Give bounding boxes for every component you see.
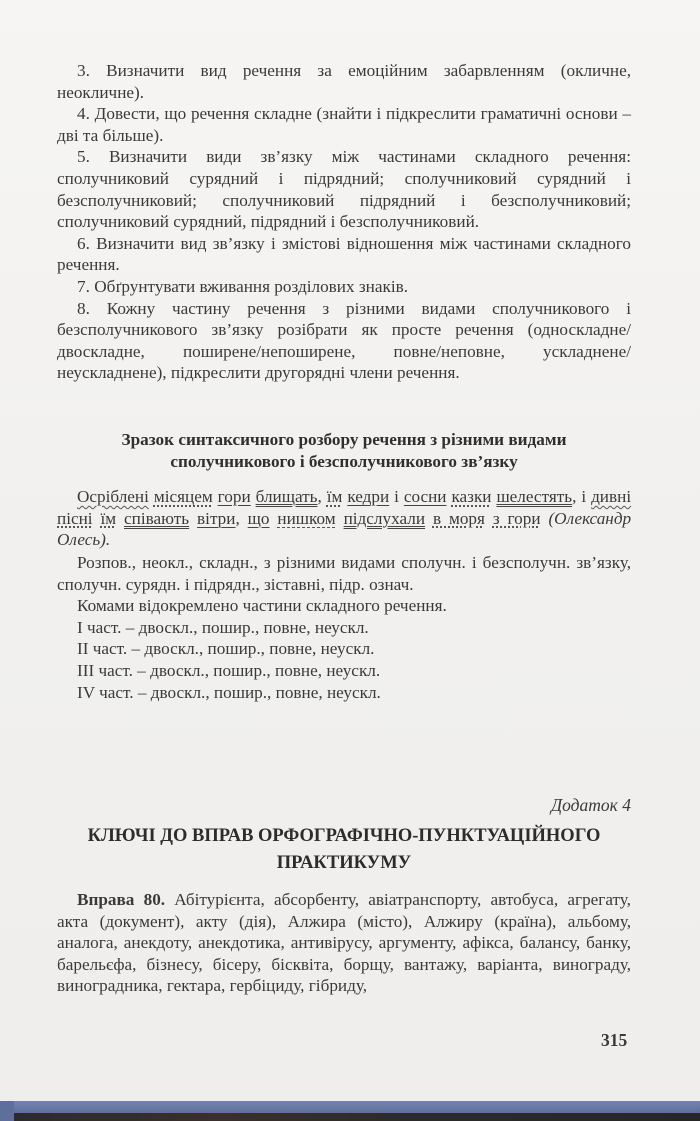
conjunction: і (581, 487, 587, 506)
conjunction: і (389, 487, 404, 506)
instruction-item-3: 3. Визначити вид речення за емоційним забарвленням (окличне, неокличне). (57, 61, 631, 102)
word-object: пісні (57, 508, 93, 528)
instruction-item-4: 4. Довести, що речення складне (знайти і підкреслити граматичні основи – дві та більше). (57, 104, 631, 145)
word-object: їм (100, 508, 117, 528)
sample-heading-line2: сполучникового і безсполучникового зв’язку (170, 452, 518, 471)
scan-bottom-edge (0, 1101, 700, 1113)
sample-analysis (57, 552, 631, 703)
page-number: 315 (601, 1030, 628, 1050)
word-object: в моря (432, 508, 485, 528)
analysis-punctuation: Комами відокремлено частини складного речення. (77, 596, 447, 616)
exercise-label: Вправа 80. (77, 890, 166, 909)
appendix-title (57, 823, 631, 877)
exercise-block (57, 889, 631, 997)
analysis-part-1: I част. – двоскл., пошир., повне, неускл. (77, 617, 369, 637)
instruction-item-7: 7. Обґрунтувати вживання розділових знаків. (77, 276, 409, 296)
sample-sentence-block (57, 486, 631, 551)
author-attribution: (Олександр Олесь). (57, 508, 632, 550)
word-predicate: співають (124, 508, 190, 528)
appendix-title-line2: ПРАКТИКУМУ (276, 853, 412, 873)
word-object: місяцем (153, 487, 213, 506)
scan-shadow (14, 1113, 700, 1121)
word-subject: вітри (197, 508, 236, 528)
punct: , (317, 487, 327, 506)
instruction-item-8: 8. Кожну частину речення з різними видами сполучникового і безсполучникового зв’язку розібрати як просте речення (односкладне/двоскладне, поширене/непоширене, повне/неповне, ускладнене/неускладнене), підкреслити другорядні члени речення. (57, 298, 631, 383)
analysis-part-2: II част. – двоскл., пошир., повне, неускл. (77, 639, 375, 659)
analysis-part-3: III част. – двоскл., пошир., повне, неускл. (77, 660, 381, 680)
word-subject: гори (217, 487, 251, 506)
instruction-item-5: 5. Визначити види зв’язку між частинами складного речення: сполучниковий сурядний і підрядний; сполучниковий сурядний і безсполучниковий; сполучниковий підрядний і безсполучниковий; сполучниковий сурядний, підрядний і безсполучниковий. (57, 147, 631, 232)
exercise-text: Абітурієнта, абсорбенту, авіатранспорту, автобуса, агрегату, акта (документ), акту (дія), Алжира (місто), Алжиру (країна), альбому, аналога, анекдоту, анекдотика, антивірусу, аргументу, афікса, балансу, банку, барельєфа, бізнесу, бісеру, бісквіта, борщу, вантажу, варіанта, винограду, виноградника, гектара, гербіциду, гібриду, (57, 890, 631, 996)
word-subject: кедри (347, 487, 390, 506)
instruction-item-6: 6. Визначити вид зв’язку і змістові відношення між частинами складного речення. (57, 233, 631, 275)
word-predicate: шелестять (496, 487, 573, 506)
word-predicate: блищать (255, 487, 318, 506)
punct: , (572, 487, 577, 506)
word-subject: що (247, 508, 270, 528)
word-definition: дивні (591, 487, 632, 506)
appendix-title-line1: КЛЮЧІ ДО ВПРАВ ОРФОГРАФІЧНО-ПУНКТУАЦІЙНОГО (87, 826, 601, 846)
appendix-label: Додаток 4 (551, 795, 631, 815)
punct: , (235, 508, 240, 528)
sample-heading (57, 429, 631, 473)
word-object: їм (326, 487, 343, 506)
sample-heading-line1: Зразок синтаксичного розбору речення з різними видами (121, 430, 567, 449)
word-subject: сосни (403, 487, 447, 506)
word-predicate: підслухали (343, 508, 426, 528)
sample-sentence (57, 486, 631, 551)
analysis-part-4: IV част. – двоскл., пошир., повне, неускл. (77, 682, 381, 702)
word-adverbial: нишком (277, 508, 336, 528)
word-definition: Осріблені (77, 487, 149, 506)
scan-corner (0, 1101, 14, 1121)
analysis-summary: Розпов., неокл., складн., з різними видами сполучн. і безсполучн. зв’язку, сполучн. сурядн. і підрядн., зіставні, підр. означ. (57, 553, 631, 594)
word-object: казки (451, 487, 492, 506)
word-object: з гори (492, 508, 541, 528)
instruction-list (57, 60, 631, 384)
exercise-80 (57, 889, 631, 997)
